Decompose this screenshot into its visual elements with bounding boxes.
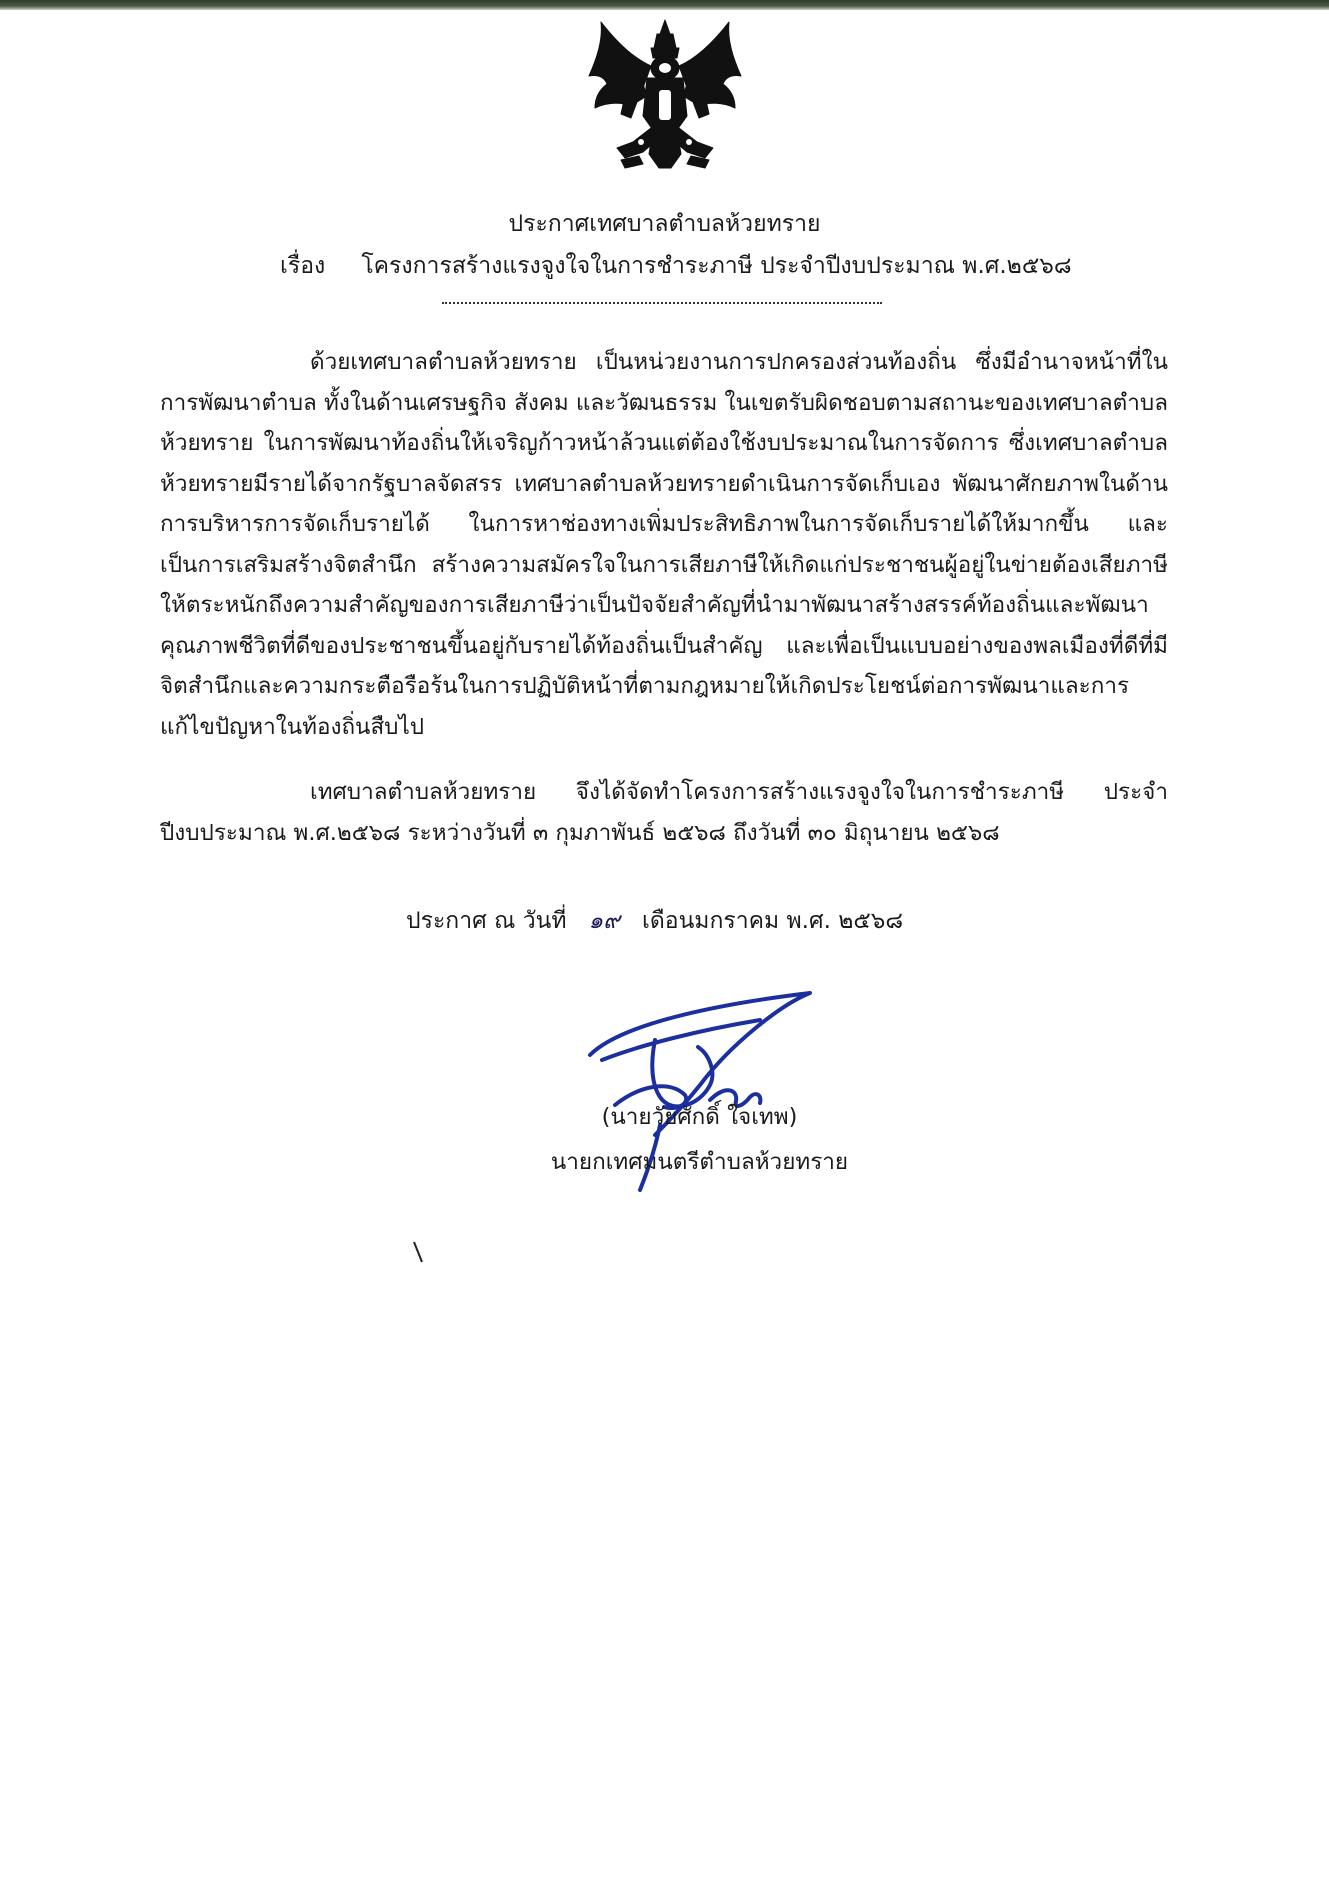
announcement-title: ประกาศเทศบาลตำบลห้วยทราย xyxy=(508,211,821,237)
garuda-emblem-icon xyxy=(581,18,749,178)
dotted-divider xyxy=(442,302,882,304)
stray-mark-icon xyxy=(412,1240,424,1264)
date-day: ๑๙ xyxy=(588,908,620,934)
body-paragraph-2: เทศบาลตำบลห้วยทราย จึงได้จัดทำโครงการสร้างแรงจูงใจในการชำระภาษี ประจำปีงบประมาณ พ.ศ.๒๕๖๘ ระหว่างวันที่ ๓ กุมภาพันธ์ ๒๕๖๘ ถึงวันที่ ๓๐ มิถุนายน ๒๕๖๘ xyxy=(160,779,1168,846)
subject-label: เรื่อง xyxy=(280,253,326,279)
signatory-name: (นายวัยศักดิ์ ใจเทพ) xyxy=(601,1104,798,1130)
subject-line xyxy=(280,248,1180,284)
body-paragraph-1: ด้วยเทศบาลตำบลห้วยทราย เป็นหน่วยงานการปกครองส่วนท้องถิ่น ซึ่งมีอำนาจหน้าที่ในการพัฒนาตำบล ทั้งในด้านเศรษฐกิจ สังคม และวัฒนธรรม ในเขตรับผิดชอบตามสถานะของเทศบาลตำบลห้วยทราย ในการพัฒนาท้องถิ่นให้เจริญก้าวหน้าล้วนแต่ต้องใช้งบประมาณในการจัดการ ซึ่งเทศบาลตำบลห้วยทรายมีรายได้จากรัฐบาลจัดสรร เทศบาลตำบลห้วยทรายดำเนินการจัดเก็บเอง พัฒนาศักยภาพในด้านการบริหารการจัดเก็บรายได้ ในการหาช่องทางเพิ่มประสิทธิภาพในการจัดเก็บรายได้ให้มากขึ้น และเป็นการเสริมสร้างจิตสำนึก สร้างความสมัครใจในการเสียภาษีให้เกิดแก่ประชาชนผู้อยู่ในข่ายต้องเสียภาษี ให้ตระหนักถึงความสำคัญของการเสียภาษีว่าเป็นปัจจัยสำคัญที่นำมาพัฒนาสร้างสรรค์ท้องถิ่นและพัฒนาคุณภาพชีวิตที่ดีของประชาชนขึ้นอยู่กับรายได้ท้องถิ่นเป็นสำคัญ และเพื่อเป็นแบบอย่างของพลเมืองที่ดีที่มีจิตสำนึกและความกระตือรือร้นในการปฏิบัติหน้าที่ตามกฎหมายให้เกิดประโยชน์ต่อการพัฒนาและการแก้ไขปัญหาในท้องถิ่นสืบไป xyxy=(160,349,1168,740)
signatory-title: นายกเทศมนตรีตำบลห้วยทราย xyxy=(550,1149,849,1175)
scan-edge xyxy=(0,0,1329,10)
announcement-date xyxy=(406,903,903,939)
subject-text: โครงการสร้างแรงจูงใจในการชำระภาษี ประจำปีงบประมาณ พ.ศ.๒๕๖๘ xyxy=(361,253,1072,279)
date-prefix: ประกาศ ณ วันที่ xyxy=(406,908,567,934)
date-suffix: เดือนมกราคม พ.ศ. ๒๕๖๘ xyxy=(641,908,904,934)
